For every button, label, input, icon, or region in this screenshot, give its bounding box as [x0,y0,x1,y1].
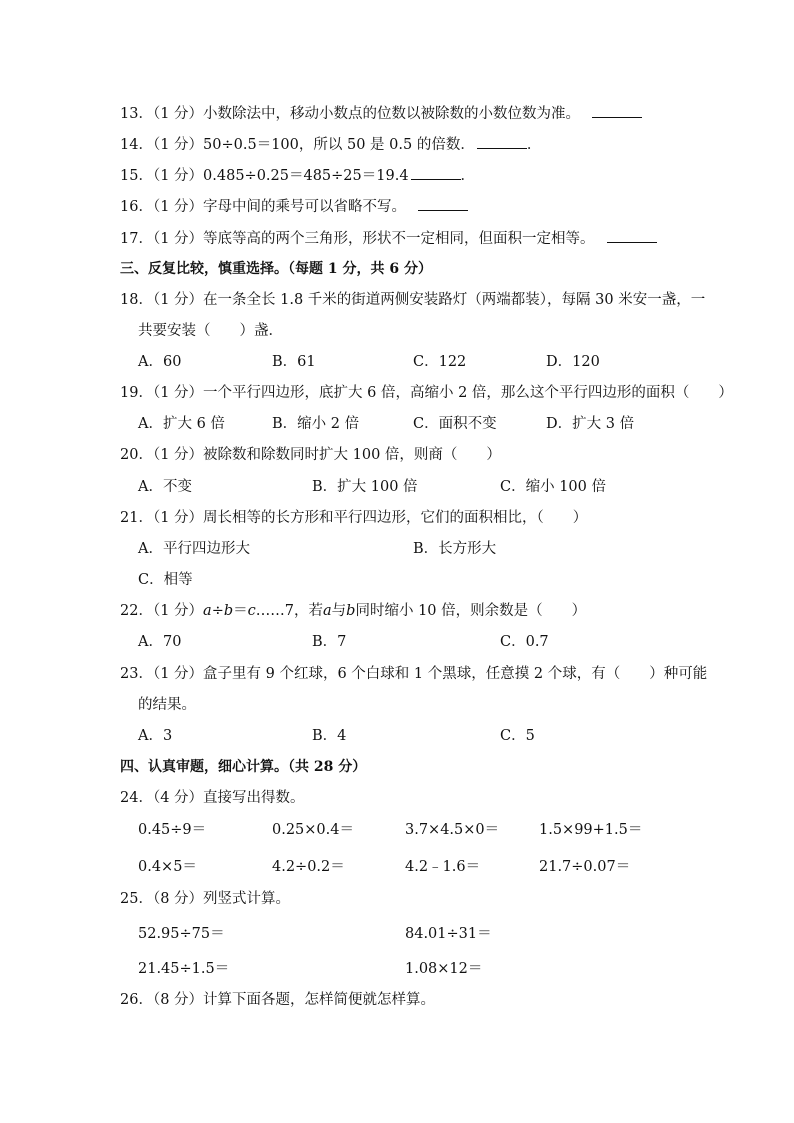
question-24: 24．（4 分）直接写出得数。 [120,790,305,806]
question-18-line-1: 18．（1 分）在一条全长 1.8 千米的街道两侧安装路灯（两端都装），每隔 30 米安一盏，一 [120,292,706,308]
option-a[interactable]: A．60 [138,354,182,370]
option-b[interactable]: B．长方形大 [413,541,497,557]
variable-b: b [223,603,234,619]
question-15 [120,165,475,186]
option-c[interactable]: C．相等 [138,572,193,588]
answer-blank[interactable] [607,228,657,243]
option-a[interactable]: A．不变 [138,479,192,495]
calc-item: 1.08×12＝ [405,961,483,977]
question-23-line-1: 23．（1 分）盒子里有 9 个红球，6 个白球和 1 个黑球，任意摸 2 个球，有（ ）种可能 [120,666,708,682]
question-prefix: 22．（1 分） [120,603,204,619]
variable-a: a [203,603,212,619]
question-17 [120,228,657,249]
option-b[interactable]: B．扩大 100 倍 [312,479,418,495]
option-d[interactable]: D．扩大 3 倍 [546,416,635,432]
question-13 [120,103,642,124]
option-c[interactable]: C．5 [500,728,535,744]
question-25: 25．（8 分）列竖式计算。 [120,891,291,907]
question-text: 15．（1 分）0.485÷0.25＝485÷25＝19.4 [120,168,409,184]
option-d[interactable]: D．120 [546,354,600,370]
question-text: 14．（1 分）50÷0.5＝100，所以 50 是 0.5 的倍数． [120,137,475,153]
calc-item: 3.7×4.5×0＝ [405,822,500,838]
calc-item: 21.45÷1.5＝ [138,961,230,977]
calc-item: 84.01÷31＝ [405,926,492,942]
variable-a: a [323,603,332,619]
answer-blank[interactable] [592,103,642,118]
option-a[interactable]: A．3 [138,728,173,744]
answer-blank[interactable] [411,165,461,180]
option-b[interactable]: B．4 [312,728,347,744]
calc-item: 4.2﹣1.6＝ [405,859,481,875]
section-four-heading: 四、认真审题，细心计算。（共 28 分） [120,759,367,775]
question-end: ． [460,168,476,184]
option-c[interactable]: C．缩小 100 倍 [500,479,606,495]
question-16 [120,196,468,217]
question-20: 20．（1 分）被除数和除数同时扩大 100 倍，则商（ ） [120,447,501,463]
option-a[interactable]: A．平行四边形大 [138,541,250,557]
question-end: ． [526,137,542,153]
question-14 [120,134,541,155]
option-c[interactable]: C．0.7 [500,634,549,650]
question-mid: ……7，若 [255,603,324,619]
calc-item: 0.25×0.4＝ [272,822,354,838]
section-three-heading: 三、反复比较，慎重选择。（每题 1 分，共 6 分） [120,261,432,277]
option-b[interactable]: B．缩小 2 倍 [272,416,360,432]
question-with: 与 [331,603,347,619]
equals-sign: ＝ [233,603,248,619]
calc-item: 0.4×5＝ [138,859,197,875]
option-c[interactable]: C．面积不变 [413,416,497,432]
divide-sign: ÷ [211,603,224,619]
answer-blank[interactable] [477,134,527,149]
question-22 [120,601,586,621]
option-b[interactable]: B．61 [272,354,316,370]
question-tail: 同时缩小 10 倍，则余数是（ ） [355,603,587,619]
option-a[interactable]: A．扩大 6 倍 [138,416,225,432]
calc-item: 21.7÷0.07＝ [539,859,631,875]
option-b[interactable]: B．7 [312,634,347,650]
variable-c: c [247,603,256,619]
calc-item: 0.45÷9＝ [138,822,207,838]
answer-blank[interactable] [418,196,468,211]
question-text: 16．（1 分）字母中间的乘号可以省略不写。 [120,199,407,215]
question-19: 19．（1 分）一个平行四边形，底扩大 6 倍，高缩小 2 倍，那么这个平行四边形的面积（ ） [120,385,733,401]
question-21: 21．（1 分）周长相等的长方形和平行四边形，它们的面积相比，（ ） [120,510,588,526]
option-a[interactable]: A．70 [138,634,182,650]
option-c[interactable]: C．122 [413,354,467,370]
question-23-line-2: 的结果。 [138,697,196,713]
calc-item: 1.5×99+1.5＝ [539,822,643,838]
calc-item: 52.95÷75＝ [138,926,225,942]
question-18-line-2: 共要安装（ ）盏． [138,323,283,339]
question-26: 26．（8 分）计算下面各题，怎样简便就怎样算。 [120,992,436,1008]
variable-b: b [346,603,356,619]
calc-item: 4.2÷0.2＝ [272,859,345,875]
question-text: 13．（1 分）小数除法中，移动小数点的位数以被除数的小数位数为准。 [120,106,581,122]
question-text: 17．（1 分）等底等高的两个三角形，形状不一定相同，但面积一定相等。 [120,231,595,247]
